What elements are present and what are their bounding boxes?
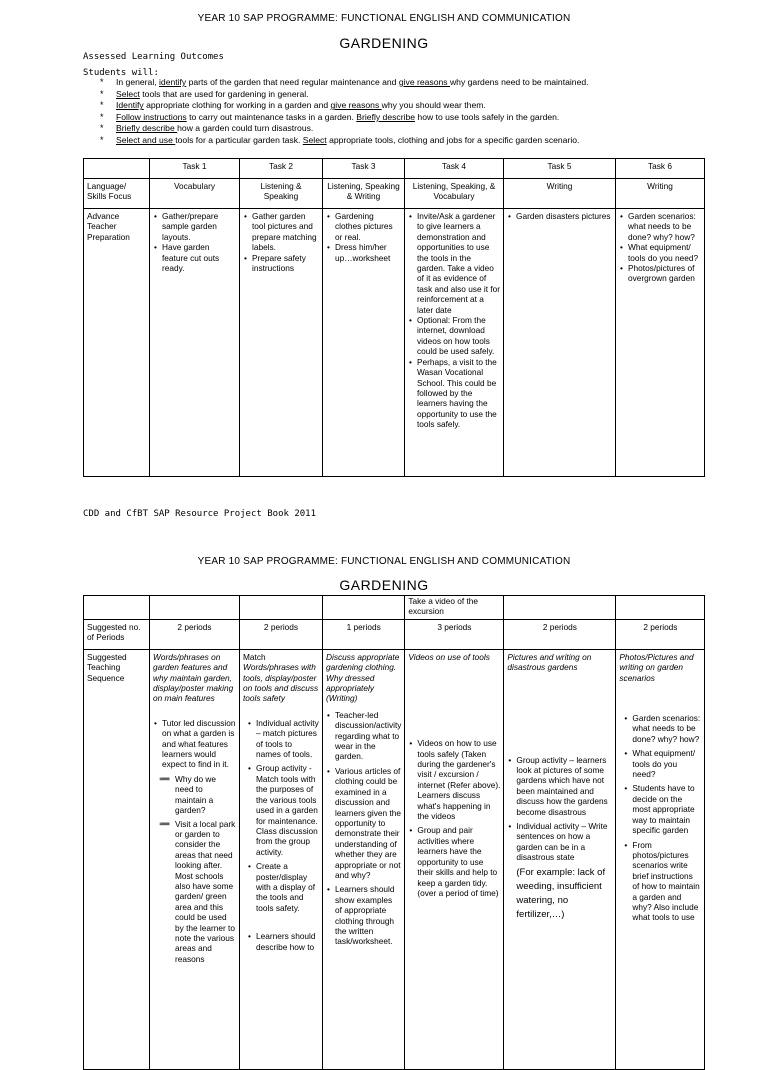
example-note: (For example: lack of weeding, insufficient watering, no fertilizer,…)	[516, 866, 606, 920]
table-cell	[323, 596, 405, 620]
table-row	[84, 596, 705, 620]
table-cell	[150, 596, 240, 620]
task-heading: Match Words/phrases with tools, display/poster on tools and discuss tools safety	[243, 651, 319, 704]
task-heading: Words/phrases on garden features and why maintain garden, display/poster making on main features	[153, 651, 234, 704]
outcome-marker: *	[100, 111, 104, 122]
table-cell: Writing	[504, 179, 616, 209]
task-heading: Photos/Pictures and writing on garden scenarios	[619, 651, 694, 683]
list-item: • Group activity – learners look at pictures of some gardens which have not been maintained and discuss how the gardens become disastrous	[516, 755, 612, 817]
list-item: • Invite/Ask a gardener to give learners a demonstration and opportunities to use the tools in the garden. Take a video of it as evidence of task and also use it for reinforcement at a later date	[417, 211, 500, 315]
table-cell: 2 periods	[616, 619, 705, 649]
table-cell: Vocabulary	[150, 179, 240, 209]
table-cell: 2 periods	[150, 619, 240, 649]
table-cell: Listening, Speaking, & Vocabulary	[405, 179, 504, 209]
row-label: Advance Teacher Preparation	[84, 209, 150, 477]
table-cell	[84, 159, 150, 179]
table-cell: Listening & Speaking	[240, 179, 323, 209]
outcome-marker: *	[100, 123, 104, 134]
outcome-marker: *	[100, 134, 104, 145]
list-item: • Students have to decide on the most appropriate way to maintain specific garden	[632, 783, 701, 835]
outcome-item: * In general, identify parts of the garden that need regular maintenance and give reasons why gardens need to be maintained.	[100, 77, 589, 87]
table-row	[84, 179, 705, 209]
table-row	[84, 649, 705, 1069]
outcome-marker: *	[100, 100, 104, 111]
task-header: Task 5	[504, 159, 616, 179]
arrow-icon: ➖	[159, 818, 171, 829]
outcome-marker: *	[100, 77, 104, 87]
outcome-item: * Select tools that are used for gardening in general.	[100, 88, 309, 99]
list-item: • What equipment/ tools do you need?	[632, 748, 701, 779]
list-item: • From photos/pictures scenarios write brief instructions of how to maintain a garden and why? Also include what tools to use	[632, 840, 701, 923]
table-cell	[616, 209, 705, 477]
section-label: Assessed Learning Outcomes	[83, 52, 224, 62]
table-row	[84, 619, 705, 649]
outcome-item: * Follow instructions to carry out maintenance tasks in a garden. Briefly describe how to use tools safely in the garden.	[100, 111, 560, 122]
table-cell	[616, 596, 705, 620]
outcome-item: * Identify appropriate clothing for working in a garden and give reasons why you should wear them.	[100, 100, 486, 111]
table-cell	[240, 209, 323, 477]
task-heading: Videos on use of tools	[408, 651, 490, 662]
outcome-item: * Briefly describe how a garden could turn disastrous.	[100, 123, 314, 134]
list-item: ➖ Visit a local park or garden to consider the areas that need looking after. Most schools also have some garden/ green area and this could be used by the learner to note the various areas and reasons	[159, 818, 236, 964]
list-item: • Gather garden tool pictures and prepare matching labels.	[252, 211, 319, 253]
tasks-table	[83, 158, 705, 477]
list-item: • Gardening clothes pictures or real.	[335, 211, 401, 242]
table-cell	[150, 649, 240, 1069]
table-cell: 2 periods	[504, 619, 616, 649]
table-cell: 1 periods	[323, 619, 405, 649]
page-title: GARDENING	[339, 577, 429, 593]
list-item: • Various articles of clothing could be examined in a discussion and learners given the opportunity to demonstrate their understanding of whether they are appropriate or not and why?	[335, 766, 401, 880]
table-cell	[84, 596, 150, 620]
list-item: • Garden scenarios: what needs to be done? why? how?	[632, 713, 701, 744]
table-cell: 3 periods	[405, 619, 504, 649]
arrow-icon: ➖	[159, 773, 171, 784]
task-header: Task 2	[240, 159, 323, 179]
list-item: • Learners should describe how to	[256, 931, 319, 952]
list-item: ➖ Why do we need to maintain a garden?	[159, 773, 217, 816]
table-cell: Listening, Speaking & Writing	[323, 179, 405, 209]
table-cell	[504, 596, 616, 620]
row-label: Suggested Teaching Sequence	[84, 649, 150, 1069]
table-cell: 2 periods	[240, 619, 323, 649]
list-item: • Dress him/her up…worksheet	[335, 242, 401, 263]
table-cell	[504, 209, 616, 477]
list-item: • Learners should show examples of appropriate clothing through the written task/worksheet.	[335, 884, 401, 946]
page-header: YEAR 10 SAP PROGRAMME: FUNCTIONAL ENGLISH AND COMMUNICATION	[197, 556, 571, 567]
table-cell	[405, 649, 504, 1069]
list-item: • Garden disasters pictures	[516, 211, 612, 221]
list-item: • Photos/pictures of overgrown garden	[628, 263, 701, 284]
table-cell	[323, 209, 405, 477]
row-label: Suggested no. of Periods	[84, 619, 150, 649]
list-item: • Videos on how to use tools safely (Taken during the gardener's visit / excursion / internet (Refer above). Learners discuss what's happening in the videos	[417, 738, 500, 821]
page-title: GARDENING	[339, 35, 429, 51]
task-header: Task 4	[405, 159, 504, 179]
table-cell	[323, 649, 405, 1069]
table-cell: Writing	[616, 179, 705, 209]
row-label: Language/ Skills Focus	[84, 179, 150, 209]
students-will-label: Students will:	[83, 68, 159, 78]
list-item: • Individual activity – Write sentences on how a garden can be in a disastrous state	[516, 821, 612, 863]
table-cell: Take a video of the excursion	[405, 596, 504, 620]
outcome-item: * Select and use tools for a particular garden task. Select appropriate tools, clothing and jobs for a specific garden scenario.	[100, 134, 580, 145]
table-cell	[405, 209, 504, 477]
list-item: • What equipment/ tools do you need?	[628, 242, 701, 263]
outcomes-list	[100, 77, 589, 147]
table-row	[84, 209, 705, 477]
task-header: Task 6	[616, 159, 705, 179]
list-item: • Have garden feature cut outs ready.	[162, 242, 236, 273]
list-item: • Group activity - Match tools with the purposes of the various tools used in a garden for maintenance. Class discussion from the group activity.	[256, 763, 319, 857]
page-header: YEAR 10 SAP PROGRAMME: FUNCTIONAL ENGLISH AND COMMUNICATION	[197, 13, 571, 24]
list-item: • Garden scenarios: what needs to be done? why? how?	[628, 211, 701, 242]
sequence-table	[83, 595, 705, 1070]
list-item: • Individual activity – match pictures of tools to names of tools.	[256, 718, 319, 760]
table-cell	[150, 209, 240, 477]
table-cell	[616, 649, 705, 1069]
task-heading: Pictures and writing on disastrous gardens	[507, 651, 592, 673]
table-cell	[240, 596, 323, 620]
task-heading: Discuss appropriate gardening clothing. Why dressed appropriately (Writing)	[326, 651, 400, 704]
list-item: • Create a poster/display with a display of the tools and tools safety.	[256, 861, 319, 913]
list-item: • Teacher-led discussion/activity regarding what to wear in the garden.	[335, 710, 401, 762]
task-header: Task 3	[323, 159, 405, 179]
table-header-row	[84, 159, 705, 179]
list-item: • Optional: From the internet, download videos on how tools could be used safely.	[417, 315, 500, 357]
table-cell	[504, 649, 616, 1069]
outcome-marker: *	[100, 88, 104, 99]
list-item: • Group and pair activities where learners have the opportunity to use their skills and help to keep a garden tidy. (over a period of time)	[417, 825, 500, 898]
list-item: • Perhaps, a visit to the Wasan Vocational School. This could be followed by the learners having the opportunity to use the tools safely.	[417, 357, 500, 430]
task-header: Task 1	[150, 159, 240, 179]
list-item: • Prepare safety instructions	[252, 253, 319, 274]
list-item: • Gather/prepare sample garden layouts.	[162, 211, 236, 242]
page-footer: CDD and CfBT SAP Resource Project Book 2011	[83, 509, 316, 519]
list-item: • Tutor led discussion on what a garden is and what features learners would expect to find in it.	[162, 718, 236, 770]
table-cell	[240, 649, 323, 1069]
